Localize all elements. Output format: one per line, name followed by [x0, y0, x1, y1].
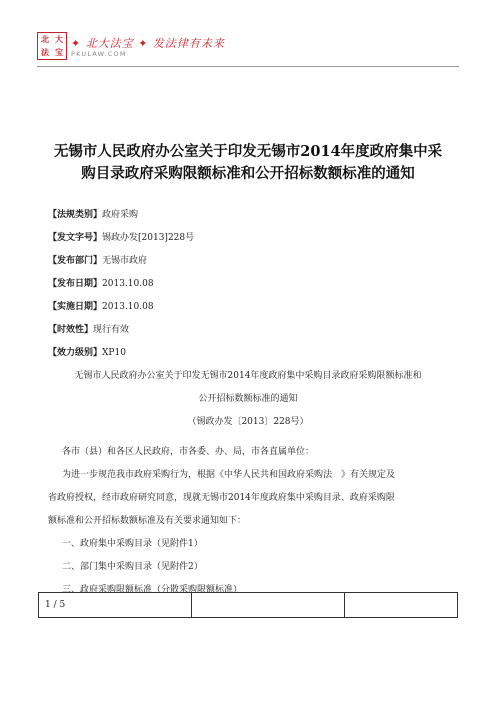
- page-footer-table: [38, 592, 458, 618]
- subtitle-line1: 无锡市人民政府办公室关于印发无锡市2014年度政府集中采购目录政府采购限额标准和: [74, 371, 422, 381]
- meta-doc-number: 【发文字号】锡政办发[2013]228号: [48, 233, 195, 243]
- brand-url: PKULAW.COM: [71, 50, 127, 58]
- list-item-1: 一、政府集中采购目录（见附件1）: [62, 539, 203, 549]
- meta-department: 【发布部门】无锡市政府: [48, 256, 148, 266]
- body-paragraph-line2: 省政府授权，经市政府研究同意，现就无锡市2014年度政府集中采购目录、政府采购限: [48, 493, 395, 503]
- page-number: 1 / 5: [39, 593, 192, 618]
- salutation: 各市（县）和各区人民政府，市各委、办、局，市各直属单位：: [62, 447, 315, 457]
- pkulaw-logo: [37, 32, 225, 62]
- subtitle-line2: 公开招标数额标准的通知: [198, 394, 298, 404]
- meta-validity: 【时效性】现行有效: [48, 325, 130, 335]
- meta-level: 【效力级别】XP10: [48, 348, 126, 358]
- document-title-line2: 购目录政府采购限额标准和公开招标数额标准的通知: [81, 165, 415, 182]
- seal-icon: 北 大 法 宝: [37, 32, 67, 60]
- footer-cell-right: [345, 593, 458, 618]
- list-item-2: 二、部门集中采购目录（见附件2）: [62, 562, 203, 572]
- header-divider: [37, 66, 459, 67]
- brand-name: ✦ 北大法宝 ✦ 发法律有未来: [71, 37, 225, 50]
- meta-category: 【法规类别】政府采购: [48, 210, 139, 220]
- footer-cell-middle: [192, 593, 345, 618]
- document-number: （锡政办发〔2013〕228号）: [187, 417, 309, 427]
- document-title-line1: 无锡市人民政府办公室关于印发无锡市2014年度政府集中采: [53, 143, 443, 160]
- body-paragraph-line3: 额标准和公开招标数额标准及有关要求通知如下：: [48, 516, 247, 526]
- meta-publish-date: 【发布日期】2013.10.08: [48, 279, 154, 289]
- meta-effective-date: 【实施日期】2013.10.08: [48, 302, 154, 312]
- list-item-3: 三、政府采购限额标准（分散采购限额标准）: [62, 585, 243, 595]
- body-paragraph-line1: 为进一步规范我市政府采购行为，根据《中华人民共和国政府采购法 》有关规定及: [62, 470, 396, 480]
